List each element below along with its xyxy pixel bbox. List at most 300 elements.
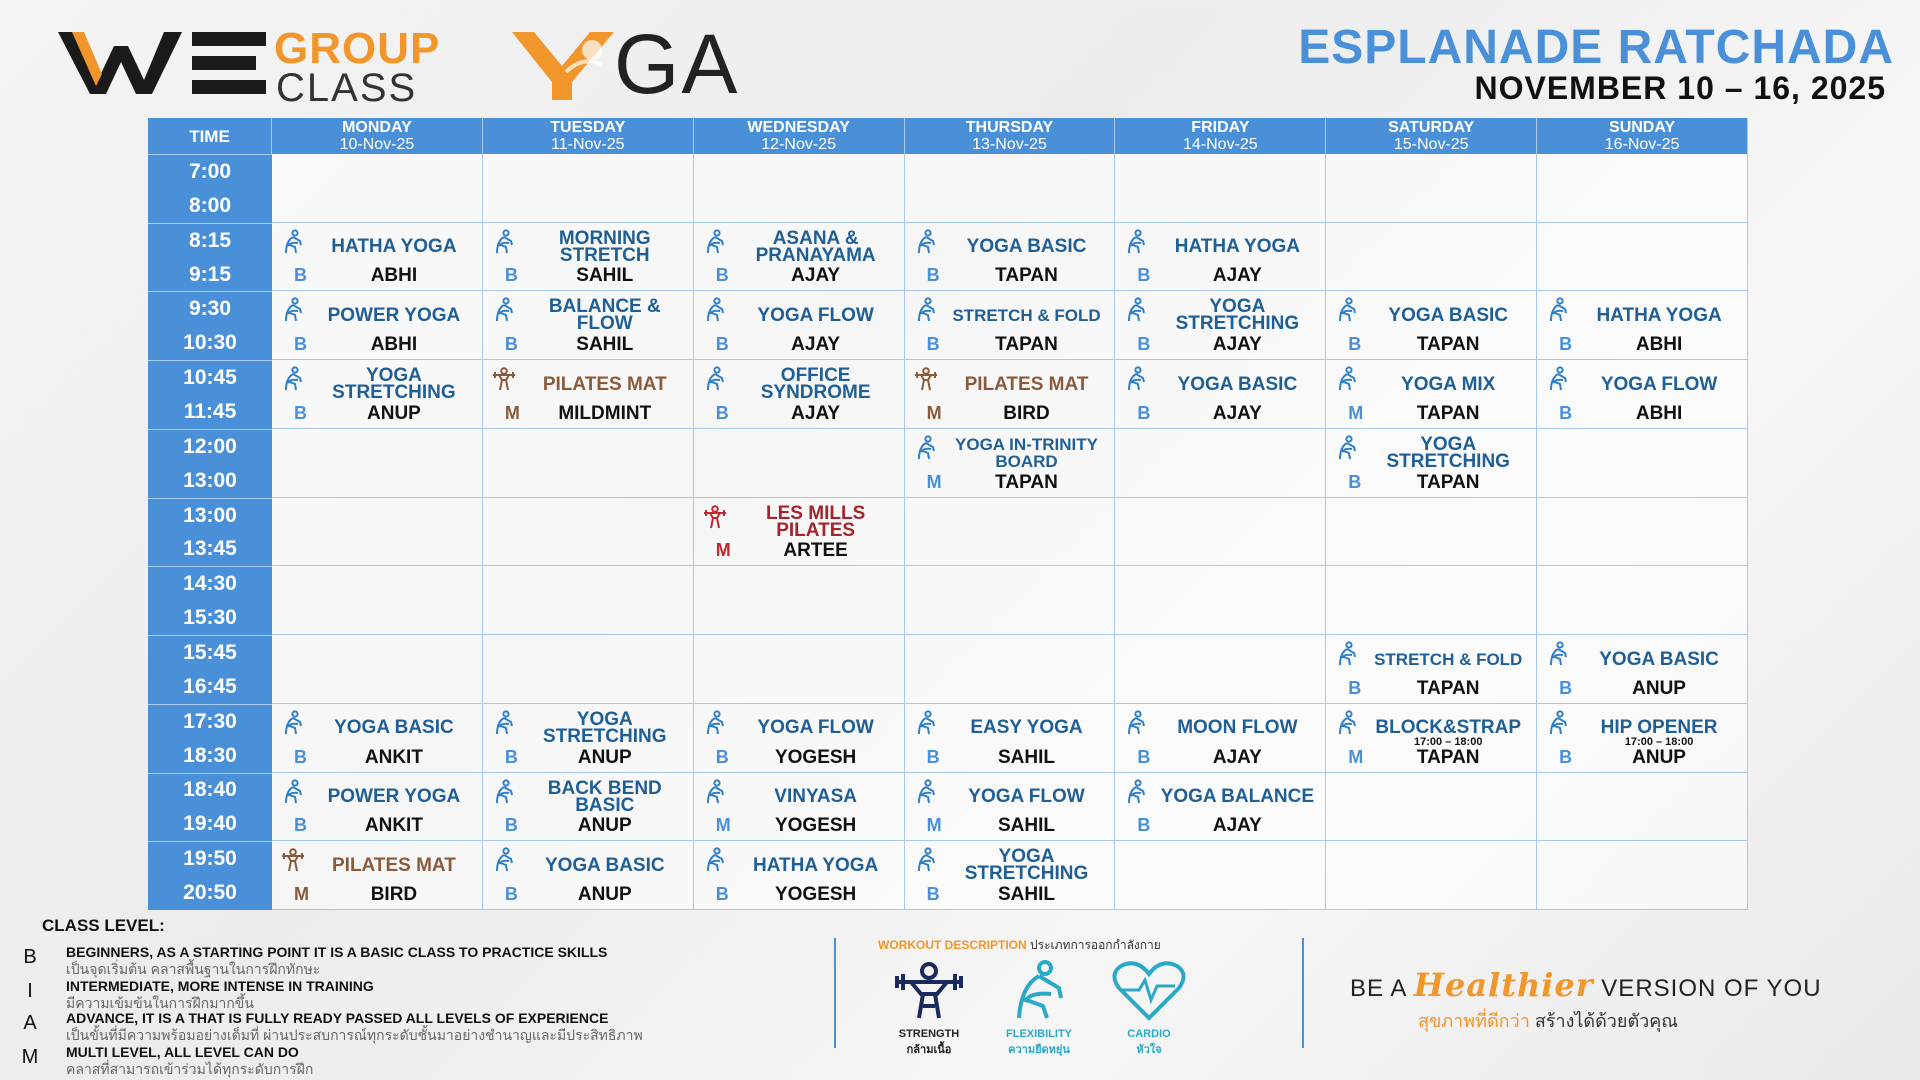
workout-strength: STRENGTH กล้ามเนื้อ xyxy=(874,958,984,1056)
class-level: B xyxy=(926,265,940,286)
time-slot xyxy=(148,704,272,773)
empty-cell xyxy=(1115,566,1326,635)
empty-cell xyxy=(1537,566,1748,635)
schedule-table xyxy=(148,118,1748,910)
class-name: ASANA & PRANAYAMA xyxy=(755,227,876,266)
class-level-title: CLASS LEVEL: xyxy=(42,916,165,935)
class-cell[interactable] xyxy=(483,704,694,773)
instructor: TAPAN xyxy=(995,265,1058,287)
class-name: YOGA FLOW xyxy=(757,717,874,739)
time-slot xyxy=(148,841,272,910)
day-name: SATURDAY xyxy=(1388,119,1475,136)
day-header-wednesday xyxy=(694,118,905,154)
flexibility-icon xyxy=(913,435,939,461)
time-start: 15:45 xyxy=(183,641,237,664)
flexibility-icon xyxy=(1123,297,1149,323)
empty-cell xyxy=(483,154,694,223)
class-name: HATHA YOGA xyxy=(1596,304,1722,326)
level-letter: M xyxy=(21,1046,39,1068)
class-name: PILATES MAT xyxy=(332,854,456,876)
class-name: YOGA BASIC xyxy=(1177,373,1298,395)
class-level: M xyxy=(926,402,942,423)
time-start: 19:50 xyxy=(183,847,237,871)
class-cell[interactable] xyxy=(483,291,694,360)
instructor: AJAY xyxy=(791,334,841,356)
class-level: B xyxy=(504,334,518,355)
instructor: ANUP xyxy=(577,815,632,837)
class-name: YOGA FLOW xyxy=(757,304,874,326)
instructor: AJAY xyxy=(1212,746,1262,768)
class-cell[interactable] xyxy=(1115,360,1326,429)
flexibility-icon xyxy=(1334,366,1360,392)
instructor: ANUP xyxy=(1632,746,1686,768)
empty-cell xyxy=(1326,773,1537,842)
day-header-tuesday xyxy=(483,118,694,154)
class-level: M xyxy=(294,883,309,904)
level-description: INTERMEDIATE, MORE INTENSE IN TRAINING xyxy=(66,978,374,994)
instructor: TAPAN xyxy=(1416,677,1480,699)
class-level: B xyxy=(715,746,729,767)
flexibility-icon xyxy=(1545,641,1571,667)
flexibility-icon xyxy=(280,297,306,323)
time-end: 9:15 xyxy=(188,262,232,286)
class-name: LES MILLS PILATES xyxy=(766,502,866,541)
level-letter: B xyxy=(23,946,37,968)
instructor: TAPAN xyxy=(1416,402,1480,424)
flexibility-icon xyxy=(1545,366,1571,392)
class-level: B xyxy=(1348,471,1362,492)
flexibility-icon xyxy=(491,710,517,736)
class-level: B xyxy=(715,402,729,423)
class-time-note: 17:00 – 18:00 xyxy=(1413,735,1483,748)
class-cell[interactable] xyxy=(1537,704,1748,773)
class-name: PILATES MAT xyxy=(542,373,667,395)
empty-cell xyxy=(1115,498,1326,567)
tagline-thai: สุขภาพที่ดีกว่า สร้างได้ด้วยตัวคุณ xyxy=(1418,1011,1678,1031)
flexibility-icon xyxy=(280,366,306,392)
class-cell[interactable] xyxy=(1326,429,1537,498)
class-level: B xyxy=(1137,746,1151,767)
class-name: BACK BEND BASIC xyxy=(547,777,662,816)
class-level: B xyxy=(926,883,940,904)
class-cell[interactable] xyxy=(905,360,1116,429)
day-date: 12-Nov-25 xyxy=(761,136,836,153)
class-name: YOGA FLOW xyxy=(968,786,1085,808)
class-name: YOGA BASIC xyxy=(966,236,1087,258)
instructor: ANKIT xyxy=(364,746,423,768)
class-cell[interactable] xyxy=(694,704,905,773)
day-name: TUESDAY xyxy=(550,119,626,136)
time-slot xyxy=(148,429,272,498)
class-name: STRETCH & FOLD xyxy=(952,305,1101,325)
time-slot xyxy=(148,291,272,360)
empty-cell xyxy=(1115,635,1326,704)
class-name: BALANCE & FLOW xyxy=(548,296,661,335)
flexibility-icon xyxy=(702,229,728,255)
instructor: AJAY xyxy=(791,265,841,287)
time-header: TIME xyxy=(148,118,272,154)
class-name: HATHA YOGA xyxy=(1174,236,1300,258)
instructor: SAHIL xyxy=(997,815,1055,837)
class-name: YOGA BALANCE xyxy=(1160,786,1315,808)
flexibility-icon xyxy=(491,229,517,255)
class-level: B xyxy=(294,746,307,767)
time-end: 10:30 xyxy=(183,331,237,355)
empty-cell xyxy=(1537,223,1748,292)
empty-cell xyxy=(905,566,1116,635)
flexibility-icon xyxy=(1123,366,1149,392)
class-cell[interactable] xyxy=(272,291,483,360)
instructor: TAPAN xyxy=(995,471,1058,493)
instructor: AJAY xyxy=(1212,402,1262,424)
class-level: B xyxy=(294,815,307,836)
class-cell[interactable] xyxy=(694,360,905,429)
instructor: ABHI xyxy=(370,265,418,287)
class-cell[interactable] xyxy=(272,841,483,910)
empty-cell xyxy=(483,566,694,635)
time-start: 13:00 xyxy=(183,503,237,527)
empty-cell xyxy=(483,498,694,567)
time-end: 13:45 xyxy=(183,537,237,561)
day-date: 14-Nov-25 xyxy=(1183,136,1258,153)
day-name: WEDNESDAY xyxy=(747,119,850,136)
empty-cell xyxy=(483,635,694,704)
class-cell[interactable] xyxy=(905,429,1116,498)
class-name: YOGA STRETCHING xyxy=(332,365,456,404)
flexibility-icon xyxy=(913,847,939,873)
divider xyxy=(1302,938,1304,1048)
strength-icon xyxy=(280,847,306,873)
time-start: 14:30 xyxy=(183,572,237,596)
class-level: B xyxy=(1137,815,1151,836)
strength-icon xyxy=(491,366,517,392)
day-date: 10-Nov-25 xyxy=(339,136,415,153)
class-cell[interactable] xyxy=(272,773,483,842)
time-end: 8:00 xyxy=(188,193,232,217)
flexibility-icon xyxy=(999,958,1079,1024)
empty-cell xyxy=(1326,498,1537,567)
empty-cell xyxy=(1326,841,1537,910)
class-name: YOGA MIX xyxy=(1401,373,1496,395)
level-description-thai: คลาสที่สามารถเข้าร่วมได้ทุกระดับการฝึก xyxy=(66,1061,314,1077)
instructor: ABHI xyxy=(1635,402,1683,424)
level-description-thai: เป็นจุดเริ่มต้น คลาสพื้นฐานในการฝึกทักษะ xyxy=(66,961,321,977)
level-description-thai: เป็นขั้นที่มีความพร้อมอย่างเต็มที่ ผ่านประสบการณ์ทุกระดับชั้นมาอย่างชำนาญและมีประสิทธิภาพ xyxy=(66,1027,643,1043)
time-slot xyxy=(148,223,272,292)
instructor: AJAY xyxy=(1212,815,1262,837)
class-name: HIP OPENER xyxy=(1600,717,1718,739)
flexibility-icon xyxy=(913,229,939,255)
class-name: YOGA STRETCHING xyxy=(1175,296,1300,335)
logo-yoga-text: GA xyxy=(614,17,740,111)
class-name: BLOCK&STRAP xyxy=(1375,717,1522,739)
empty-cell xyxy=(1537,773,1748,842)
class-level: M xyxy=(926,815,942,836)
class-level: B xyxy=(504,746,518,767)
day-header-friday xyxy=(1115,118,1326,154)
instructor: ABHI xyxy=(1635,334,1683,356)
class-name: EASY YOGA xyxy=(970,717,1083,739)
flexibility-icon xyxy=(491,847,517,873)
empty-cell xyxy=(694,429,905,498)
flexibility-icon xyxy=(913,779,939,805)
class-name: YOGA STRETCHING xyxy=(543,708,667,747)
instructor: SAHIL xyxy=(997,883,1055,905)
time-end: 16:45 xyxy=(183,674,237,698)
time-start: 12:00 xyxy=(183,434,237,458)
class-cell[interactable] xyxy=(1115,291,1326,360)
class-level: B xyxy=(504,883,518,904)
flexibility-icon xyxy=(702,779,728,805)
class-level: M xyxy=(715,815,731,836)
class-name: YOGA BASIC xyxy=(544,854,665,876)
strength-icon xyxy=(889,958,969,1024)
time-start: 8:15 xyxy=(188,228,232,252)
class-cell[interactable] xyxy=(1326,291,1537,360)
flexibility-icon xyxy=(491,297,517,323)
time-slot xyxy=(148,154,272,223)
class-cell[interactable] xyxy=(483,773,694,842)
day-name: THURSDAY xyxy=(965,119,1054,136)
strength-icon xyxy=(702,504,728,530)
class-name: POWER YOGA xyxy=(327,786,461,808)
flexibility-icon xyxy=(280,229,306,255)
class-level: M xyxy=(1348,746,1364,767)
class-name: MORNING STRETCH xyxy=(558,227,651,266)
time-start: 10:45 xyxy=(183,366,237,390)
time-start: 9:30 xyxy=(188,297,232,321)
level-description: BEGINNERS, AS A STARTING POINT IT IS A BASIC CLASS TO PRACTICE SKILLS xyxy=(66,944,608,960)
class-level: B xyxy=(294,334,307,355)
flexibility-icon xyxy=(1334,297,1360,323)
instructor: SAHIL xyxy=(576,265,634,287)
class-name: YOGA STRETCHING xyxy=(1386,433,1510,472)
day-header-saturday xyxy=(1326,118,1537,154)
flexibility-icon xyxy=(1545,710,1571,736)
flexibility-icon xyxy=(1334,710,1360,736)
flexibility-icon xyxy=(280,710,306,736)
time-end: 19:40 xyxy=(183,812,237,836)
empty-cell xyxy=(272,635,483,704)
time-slot xyxy=(148,360,272,429)
instructor: AJAY xyxy=(1212,265,1262,287)
time-slot xyxy=(148,773,272,842)
day-name: SUNDAY xyxy=(1609,119,1676,136)
class-level: B xyxy=(1559,402,1573,423)
class-cell[interactable] xyxy=(272,704,483,773)
empty-cell xyxy=(905,635,1116,704)
time-end: 18:30 xyxy=(183,743,237,767)
empty-cell xyxy=(1326,223,1537,292)
flexibility-icon xyxy=(702,847,728,873)
class-cell[interactable] xyxy=(1115,704,1326,773)
time-end: 15:30 xyxy=(183,606,237,630)
empty-cell xyxy=(1326,566,1537,635)
empty-cell xyxy=(1537,154,1748,223)
day-date: 16-Nov-25 xyxy=(1604,136,1680,153)
flexibility-icon xyxy=(913,297,939,323)
class-name: HATHA YOGA xyxy=(753,854,879,876)
time-start: 7:00 xyxy=(188,159,232,183)
flexibility-icon xyxy=(1123,229,1149,255)
flexibility-icon xyxy=(491,779,517,805)
flexibility-icon xyxy=(1334,435,1360,461)
class-level: B xyxy=(1559,677,1573,698)
class-level-item xyxy=(20,944,800,978)
class-level: B xyxy=(1559,746,1573,767)
class-cell[interactable] xyxy=(483,223,694,292)
empty-cell xyxy=(1326,154,1537,223)
time-start: 17:30 xyxy=(183,709,237,733)
we-logo-icon xyxy=(58,28,270,98)
class-cell[interactable] xyxy=(694,223,905,292)
instructor: ANUP xyxy=(1632,677,1686,699)
class-name: YOGA BASIC xyxy=(1388,304,1509,326)
empty-cell xyxy=(272,154,483,223)
class-level: B xyxy=(715,883,729,904)
class-level: M xyxy=(1348,402,1364,423)
instructor: BIRD xyxy=(370,883,418,905)
day-name: FRIDAY xyxy=(1191,119,1250,136)
strength-icon xyxy=(913,366,939,392)
instructor: SAHIL xyxy=(576,334,634,356)
class-name: YOGA BASIC xyxy=(334,717,454,739)
class-cell[interactable] xyxy=(694,773,905,842)
class-cell[interactable] xyxy=(1326,360,1537,429)
day-name: MONDAY xyxy=(342,119,412,136)
time-end: 11:45 xyxy=(183,399,237,423)
class-cell[interactable] xyxy=(694,498,905,567)
empty-cell xyxy=(272,498,483,567)
flexibility-icon xyxy=(702,710,728,736)
flexibility-icon xyxy=(702,366,728,392)
empty-cell xyxy=(1537,841,1748,910)
empty-cell xyxy=(1537,429,1748,498)
flexibility-icon xyxy=(1123,779,1149,805)
flexibility-icon xyxy=(1545,297,1571,323)
class-level: B xyxy=(1559,334,1573,355)
empty-cell xyxy=(694,566,905,635)
class-level: B xyxy=(1137,402,1151,423)
class-time-note: 17:00 – 18:00 xyxy=(1624,735,1694,748)
class-cell[interactable] xyxy=(272,223,483,292)
empty-cell xyxy=(905,498,1116,567)
class-level: B xyxy=(1348,334,1362,355)
class-cell[interactable] xyxy=(483,360,694,429)
workout-flexibility: FLEXIBILITY ความยืดหยุ่น xyxy=(984,958,1094,1056)
empty-cell xyxy=(272,566,483,635)
instructor: YOGESH xyxy=(774,746,857,768)
time-slot xyxy=(148,566,272,635)
flexibility-icon xyxy=(280,779,306,805)
instructor: TAPAN xyxy=(1416,334,1480,356)
empty-cell xyxy=(1537,498,1748,567)
instructor: ARTEE xyxy=(783,540,848,562)
workout-description-title: WORKOUT DESCRIPTION ประเภทการออกกำลังกาย xyxy=(878,938,1161,952)
divider xyxy=(834,938,836,1048)
branch-title: ESPLANADE RATCHADA xyxy=(1298,21,1894,74)
instructor: MILDMINT xyxy=(558,402,652,424)
empty-cell xyxy=(1115,841,1326,910)
empty-cell xyxy=(483,429,694,498)
class-cell[interactable] xyxy=(694,841,905,910)
class-level: B xyxy=(715,265,729,286)
logo-group-text: GROUP xyxy=(274,24,441,73)
logo-class-text: CLASS xyxy=(276,66,418,110)
class-cell[interactable] xyxy=(1537,291,1748,360)
class-cell[interactable] xyxy=(1115,773,1326,842)
class-name: YOGA IN-TRINITY BOARD xyxy=(955,434,1098,471)
class-level: B xyxy=(1137,334,1151,355)
instructor: SAHIL xyxy=(997,746,1055,768)
class-cell[interactable] xyxy=(1326,635,1537,704)
instructor: BIRD xyxy=(1003,402,1050,424)
class-cell[interactable] xyxy=(483,841,694,910)
class-cell[interactable] xyxy=(905,291,1116,360)
class-level: B xyxy=(715,334,729,355)
class-name: YOGA FLOW xyxy=(1600,373,1718,395)
level-letter: A xyxy=(23,1012,37,1034)
time-start: 18:40 xyxy=(183,778,237,802)
class-cell[interactable] xyxy=(905,773,1116,842)
instructor: YOGESH xyxy=(774,815,857,837)
class-level: B xyxy=(926,746,940,767)
empty-cell xyxy=(1115,429,1326,498)
instructor: AJAY xyxy=(791,402,841,424)
class-cell[interactable] xyxy=(272,360,483,429)
class-cell[interactable] xyxy=(905,223,1116,292)
class-cell[interactable] xyxy=(694,291,905,360)
day-date: 11-Nov-25 xyxy=(551,136,625,153)
instructor: ABHI xyxy=(370,334,418,356)
class-name: STRETCH & FOLD xyxy=(1374,649,1523,669)
tagline: BE A Healthier VERSION OF YOU xyxy=(1350,966,1822,1004)
day-date: 13-Nov-25 xyxy=(972,136,1047,153)
class-name: OFFICE SYNDROME xyxy=(760,365,871,404)
class-level: B xyxy=(504,815,518,836)
class-level: B xyxy=(294,402,307,423)
logo xyxy=(58,17,798,111)
class-name: YOGA STRETCHING xyxy=(964,846,1089,885)
class-name: VINYASA xyxy=(774,786,857,808)
class-cell[interactable] xyxy=(1537,360,1748,429)
level-description: ADVANCE, IT IS A THAT IS FULLY READY PASSED ALL LEVELS OF EXPERIENCE xyxy=(66,1010,609,1026)
instructor: ANUP xyxy=(577,746,632,768)
class-level-item xyxy=(20,978,800,1012)
flexibility-icon xyxy=(1334,641,1360,667)
class-cell[interactable] xyxy=(1537,635,1748,704)
flexibility-icon xyxy=(702,297,728,323)
class-cell[interactable] xyxy=(1115,223,1326,292)
class-level: B xyxy=(504,265,518,286)
instructor: TAPAN xyxy=(995,334,1058,356)
flexibility-icon xyxy=(1123,710,1149,736)
day-header-thursday xyxy=(905,118,1116,154)
cardio-icon xyxy=(1109,958,1189,1024)
instructor: ANKIT xyxy=(364,815,423,837)
class-level: B xyxy=(294,265,307,286)
workout-cardio: CARDIO หัวใจ xyxy=(1094,958,1204,1056)
class-level: M xyxy=(715,540,731,561)
time-slot xyxy=(148,498,272,567)
time-end: 20:50 xyxy=(183,881,237,905)
class-cell[interactable] xyxy=(905,704,1116,773)
class-name: MOON FLOW xyxy=(1177,717,1298,739)
class-level: B xyxy=(926,334,940,355)
class-cell[interactable] xyxy=(1326,704,1537,773)
class-name: POWER YOGA xyxy=(327,304,461,326)
class-cell[interactable] xyxy=(905,841,1116,910)
